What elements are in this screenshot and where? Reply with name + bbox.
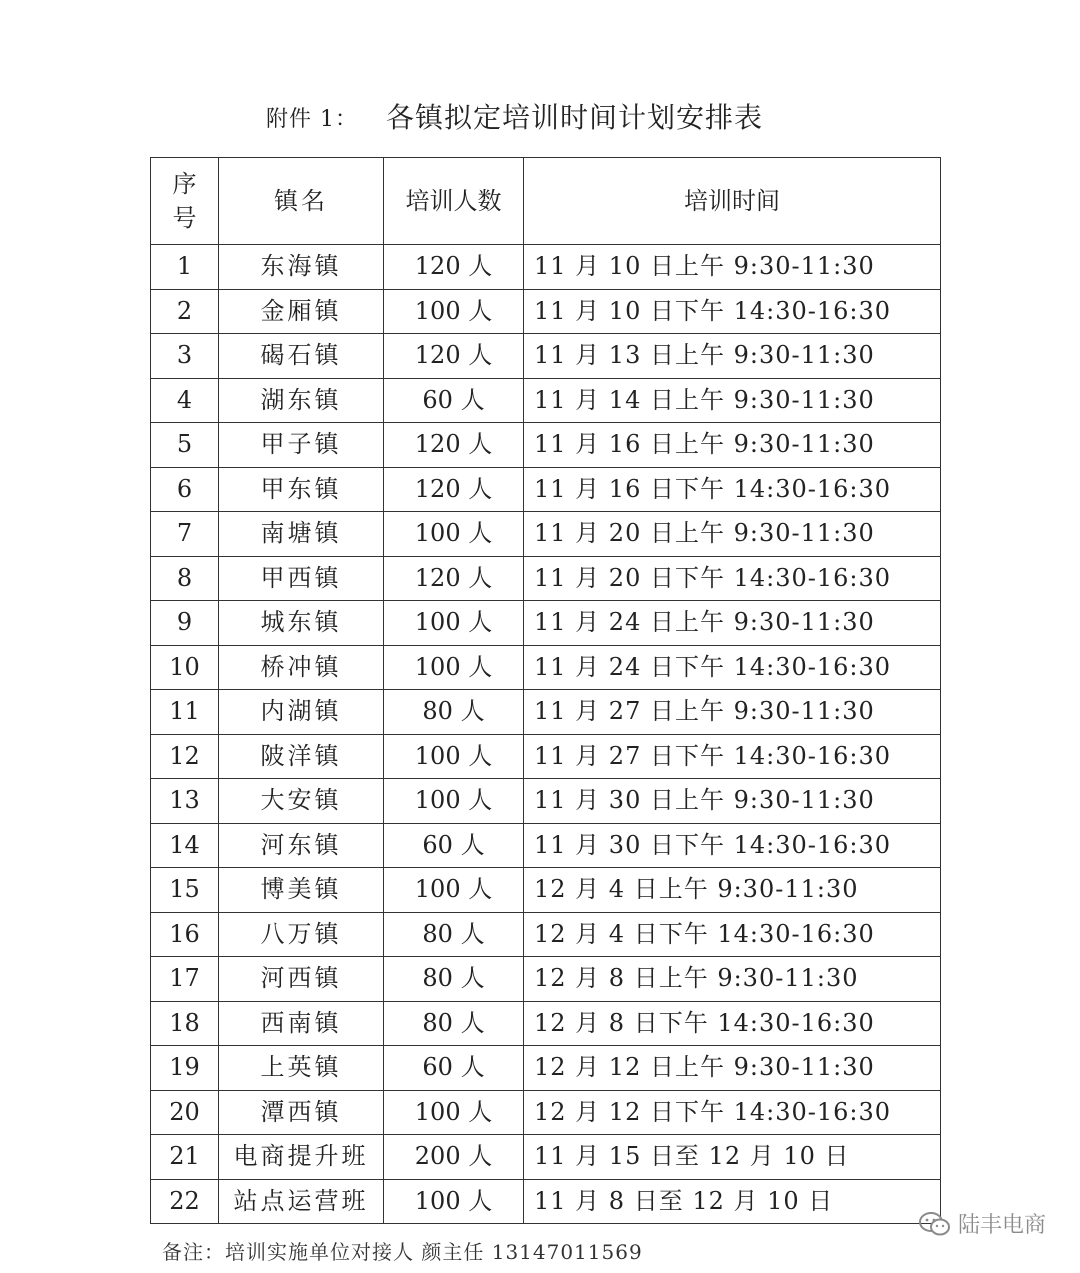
cell-town: 上英镇 — [219, 1046, 384, 1091]
cell-time: 12 月 4 日下午 14:30-16:30 — [524, 912, 941, 957]
cell-no: 18 — [151, 1001, 219, 1046]
cell-town: 站点运营班 — [219, 1179, 384, 1224]
attachment-label: 附件 1： — [266, 107, 358, 132]
cell-time: 11 月 16 日下午 14:30-16:30 — [524, 467, 941, 512]
cell-town: 陂洋镇 — [219, 734, 384, 779]
cell-town: 城东镇 — [219, 601, 384, 646]
cell-town: 河西镇 — [219, 957, 384, 1002]
cell-time: 11 月 10 日上午 9:30-11:30 — [524, 245, 941, 290]
cell-no: 21 — [151, 1135, 219, 1180]
cell-time: 12 月 8 日下午 14:30-16:30 — [524, 1001, 941, 1046]
cell-no: 14 — [151, 823, 219, 868]
watermark — [918, 1208, 1046, 1239]
cell-time: 11 月 8 日至 12 月 10 日 — [524, 1179, 941, 1224]
watermark-text: 陆丰电商 — [957, 1213, 1046, 1238]
cell-town: 南塘镇 — [219, 512, 384, 557]
cell-town: 碣石镇 — [219, 334, 384, 379]
cell-time: 11 月 24 日上午 9:30-11:30 — [524, 601, 941, 646]
cell-count: 120 人 — [384, 245, 524, 290]
cell-count: 120 人 — [384, 334, 524, 379]
table-row — [151, 245, 941, 290]
cell-no: 5 — [151, 423, 219, 468]
cell-count: 60 人 — [384, 378, 524, 423]
cell-town: 金厢镇 — [219, 289, 384, 334]
cell-no: 13 — [151, 779, 219, 824]
table-header-row — [151, 158, 941, 245]
cell-time: 12 月 8 日上午 9:30-11:30 — [524, 957, 941, 1002]
cell-no: 15 — [151, 868, 219, 913]
table-row — [151, 1179, 941, 1224]
cell-time: 11 月 24 日下午 14:30-16:30 — [524, 645, 941, 690]
table-row — [151, 512, 941, 557]
cell-count: 200 人 — [384, 1135, 524, 1180]
cell-count: 60 人 — [384, 1046, 524, 1091]
header-time: 培训时间 — [524, 158, 941, 245]
page-title: 各镇拟定培训时间计划安排表 — [386, 101, 764, 134]
cell-no: 8 — [151, 556, 219, 601]
cell-count: 120 人 — [384, 556, 524, 601]
cell-no: 17 — [151, 957, 219, 1002]
training-schedule-table — [150, 157, 941, 1224]
cell-count: 80 人 — [384, 690, 524, 735]
cell-count: 100 人 — [384, 779, 524, 824]
cell-count: 100 人 — [384, 1179, 524, 1224]
cell-count: 100 人 — [384, 1090, 524, 1135]
cell-time: 12 月 4 日上午 9:30-11:30 — [524, 868, 941, 913]
cell-town: 内湖镇 — [219, 690, 384, 735]
table-row — [151, 1001, 941, 1046]
cell-time: 11 月 10 日下午 14:30-16:30 — [524, 289, 941, 334]
cell-no: 22 — [151, 1179, 219, 1224]
cell-count: 80 人 — [384, 957, 524, 1002]
cell-count: 80 人 — [384, 912, 524, 957]
cell-town: 甲子镇 — [219, 423, 384, 468]
cell-town: 大安镇 — [219, 779, 384, 824]
cell-town: 博美镇 — [219, 868, 384, 913]
cell-count: 120 人 — [384, 423, 524, 468]
cell-no: 2 — [151, 289, 219, 334]
cell-time: 11 月 27 日上午 9:30-11:30 — [524, 690, 941, 735]
cell-no: 6 — [151, 467, 219, 512]
cell-town: 潭西镇 — [219, 1090, 384, 1135]
table-row — [151, 378, 941, 423]
table-row — [151, 334, 941, 379]
cell-no: 16 — [151, 912, 219, 957]
cell-town: 河东镇 — [219, 823, 384, 868]
table-row — [151, 1090, 941, 1135]
cell-no: 12 — [151, 734, 219, 779]
cell-time: 11 月 14 日上午 9:30-11:30 — [524, 378, 941, 423]
table-row — [151, 467, 941, 512]
cell-time: 12 月 12 日下午 14:30-16:30 — [524, 1090, 941, 1135]
cell-time: 11 月 30 日下午 14:30-16:30 — [524, 823, 941, 868]
table-row — [151, 1046, 941, 1091]
cell-count: 100 人 — [384, 512, 524, 557]
cell-count: 100 人 — [384, 601, 524, 646]
cell-no: 4 — [151, 378, 219, 423]
header-town: 镇名 — [219, 158, 384, 245]
cell-town: 东海镇 — [219, 245, 384, 290]
cell-town: 甲西镇 — [219, 556, 384, 601]
cell-town: 桥冲镇 — [219, 645, 384, 690]
table-row — [151, 734, 941, 779]
cell-no: 3 — [151, 334, 219, 379]
table-row — [151, 423, 941, 468]
cell-count: 100 人 — [384, 289, 524, 334]
cell-time: 11 月 15 日至 12 月 10 日 — [524, 1135, 941, 1180]
cell-count: 60 人 — [384, 823, 524, 868]
cell-count: 100 人 — [384, 645, 524, 690]
cell-time: 11 月 20 日下午 14:30-16:30 — [524, 556, 941, 601]
table-row — [151, 868, 941, 913]
table-row — [151, 957, 941, 1002]
cell-no: 1 — [151, 245, 219, 290]
header-no: 序号 — [151, 158, 219, 245]
cell-no: 11 — [151, 690, 219, 735]
table-row — [151, 912, 941, 957]
cell-time: 12 月 12 日上午 9:30-11:30 — [524, 1046, 941, 1091]
table-body — [151, 245, 941, 1224]
table-row — [151, 556, 941, 601]
cell-no: 9 — [151, 601, 219, 646]
cell-no: 7 — [151, 512, 219, 557]
cell-town: 西南镇 — [219, 1001, 384, 1046]
cell-no: 19 — [151, 1046, 219, 1091]
table-row — [151, 1135, 941, 1180]
cell-count: 100 人 — [384, 734, 524, 779]
document-title — [0, 96, 1080, 136]
footer-note: 备注：培训实施单位对接人 颜主任 13147011569 — [162, 1240, 643, 1264]
cell-town: 八万镇 — [219, 912, 384, 957]
cell-time: 11 月 30 日上午 9:30-11:30 — [524, 779, 941, 824]
cell-count: 120 人 — [384, 467, 524, 512]
table-row — [151, 823, 941, 868]
cell-count: 80 人 — [384, 1001, 524, 1046]
cell-town: 电商提升班 — [219, 1135, 384, 1180]
cell-time: 11 月 20 日上午 9:30-11:30 — [524, 512, 941, 557]
cell-town: 湖东镇 — [219, 378, 384, 423]
table-row — [151, 645, 941, 690]
cell-time: 11 月 16 日上午 9:30-11:30 — [524, 423, 941, 468]
table-row — [151, 690, 941, 735]
table-row — [151, 601, 941, 646]
cell-count: 100 人 — [384, 868, 524, 913]
cell-time: 11 月 13 日上午 9:30-11:30 — [524, 334, 941, 379]
header-count: 培训人数 — [384, 158, 524, 245]
cell-town: 甲东镇 — [219, 467, 384, 512]
wechat-icon — [918, 1211, 952, 1237]
cell-no: 10 — [151, 645, 219, 690]
table-row — [151, 289, 941, 334]
cell-time: 11 月 27 日下午 14:30-16:30 — [524, 734, 941, 779]
table-row — [151, 779, 941, 824]
cell-no: 20 — [151, 1090, 219, 1135]
